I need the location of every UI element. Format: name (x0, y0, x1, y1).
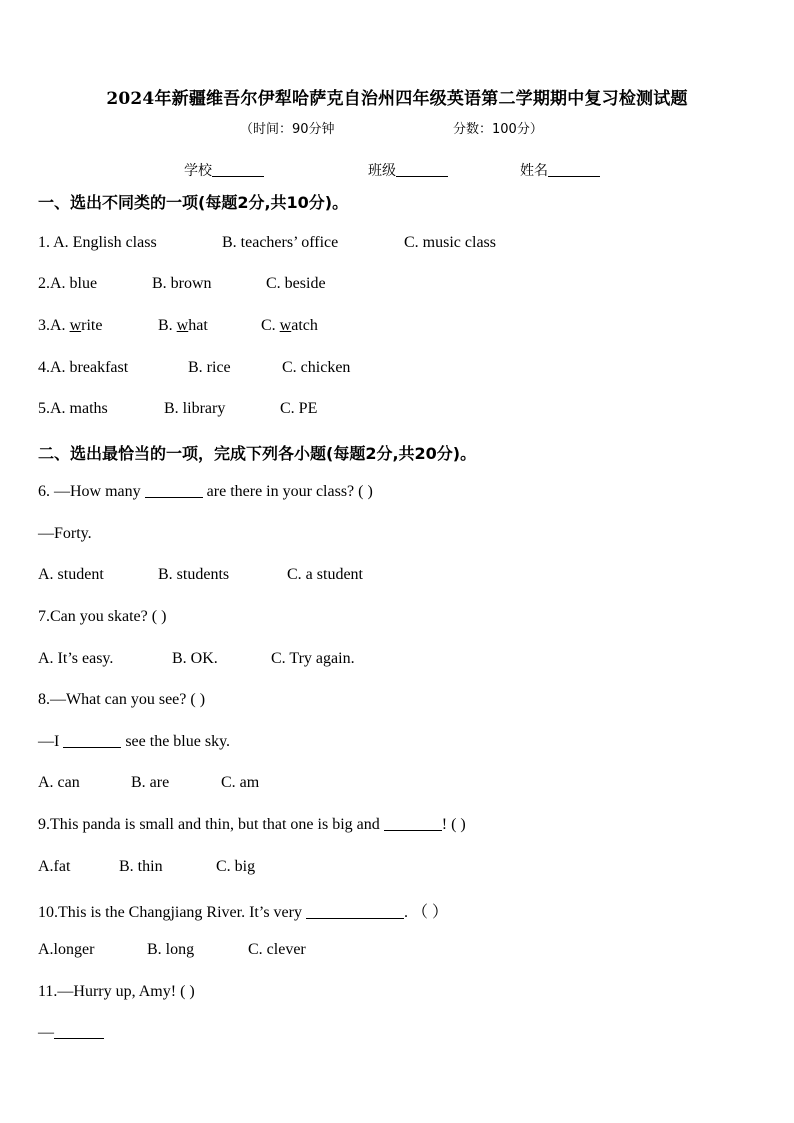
q6-question (38, 483, 373, 501)
class-blank[interactable] (396, 162, 448, 177)
q4-option-c: C. chicken (282, 359, 351, 376)
q3-option-c (261, 317, 318, 335)
q4-option-b: B. rice (188, 359, 231, 376)
q7-option-a: A. It’s easy. (38, 650, 114, 667)
q5-option-c: C. PE (280, 400, 318, 417)
q7-option-b: B. OK. (172, 650, 218, 667)
q3-a-underlined: w (69, 317, 82, 334)
score-info: 分数：100分） (453, 122, 543, 137)
q3-number: 3. (38, 317, 50, 334)
q1-a (38, 234, 157, 252)
q2-a (38, 275, 97, 293)
q2-number: 2. (38, 275, 50, 292)
q8-option-b: B. are (131, 774, 170, 791)
name-label: 姓名 (520, 163, 548, 179)
q9-option-a: A.fat (38, 858, 71, 875)
q10-blank[interactable] (306, 904, 404, 919)
q4-a (38, 359, 128, 377)
q3-c-prefix: C. (261, 317, 280, 334)
q6-option-a: A. student (38, 566, 104, 583)
q11-question: 11.—Hurry up, Amy! ( ) (38, 983, 195, 1000)
q10-text-post: . （ ） (403, 904, 448, 921)
q3-a-prefix: A. (50, 317, 70, 334)
q2-option-a: A. blue (50, 275, 98, 292)
q3-b-rest: hat (188, 317, 208, 334)
exam-title: 2024年新疆维吾尔伊犁哈萨克自治州四年级英语第二学期期中复习检测试题 (106, 89, 688, 109)
q10-question (38, 899, 448, 922)
name-blank[interactable] (548, 162, 600, 177)
q6-text-post: are there in your class? ( ) (202, 483, 373, 500)
q10-option-c: C. clever (248, 941, 306, 958)
class-field (368, 160, 448, 180)
q8-text-post: see the blue sky. (121, 733, 231, 750)
q1-option-b: B. teachers’ office (222, 234, 339, 251)
q3-b-prefix: B. (158, 317, 177, 334)
q10-option-a: A.longer (38, 941, 95, 958)
q7-option-c: C. Try again. (271, 650, 355, 667)
q6-option-b: B. students (158, 566, 230, 583)
q1-option-c: C. music class (404, 234, 496, 251)
q10-option-b: B. long (147, 941, 195, 958)
q1-number: 1. (38, 234, 54, 251)
school-field (184, 160, 264, 180)
q8-sentence (38, 733, 230, 751)
q9-blank[interactable] (384, 816, 442, 831)
q3-c-underlined: w (279, 317, 292, 334)
school-blank[interactable] (212, 162, 264, 177)
q3-b-underlined: w (176, 317, 189, 334)
q9-text-post: ! ( ) (441, 816, 466, 833)
q6-text-pre: 6. —How many (38, 483, 145, 500)
school-label: 学校 (184, 163, 212, 179)
q5-option-a: A. maths (50, 400, 108, 417)
time-info: （时间：90分钟 (240, 122, 335, 137)
section2-heading: 二、选出最恰当的一项，完成下列各小题(每题2分,共20分)。 (38, 444, 477, 463)
q10-text-pre: 10.This is the Changjiang River. It’s very (38, 904, 306, 921)
q9-text-pre: 9.This panda is small and thin, but that one is big and (38, 816, 384, 833)
q3-option-b (158, 317, 208, 335)
q6-answer: —Forty. (38, 525, 92, 542)
q1-option-a: A. English class (53, 234, 157, 251)
q11-answer (38, 1024, 104, 1042)
q5-number: 5. (38, 400, 50, 417)
q8-text-pre: —I (38, 733, 64, 750)
q11-dash: — (38, 1024, 54, 1041)
q4-number: 4. (38, 359, 50, 376)
class-label: 班级 (368, 163, 396, 179)
section1-heading: 一、选出不同类的一项(每题2分,共10分)。 (38, 193, 349, 212)
q8-option-c: C. am (221, 774, 260, 791)
q8-question: 8.—What can you see? ( ) (38, 691, 206, 708)
q8-option-a: A. can (38, 774, 80, 791)
q8-blank[interactable] (63, 733, 121, 748)
q9-option-b: B. thin (119, 858, 163, 875)
q4-option-a: A. breakfast (50, 359, 129, 376)
name-field (520, 160, 600, 180)
q9-option-c: C. big (216, 858, 256, 875)
q11-blank[interactable] (54, 1024, 104, 1039)
q5-a (38, 400, 108, 418)
q3-a (38, 317, 102, 335)
q2-option-c: C. beside (266, 275, 326, 292)
q3-c-rest: atch (291, 317, 318, 334)
q6-option-c: C. a student (287, 566, 363, 583)
q2-option-b: B. brown (152, 275, 212, 292)
q6-blank[interactable] (145, 483, 203, 498)
q3-a-rest: rite (81, 317, 103, 334)
q9-question (38, 816, 466, 834)
q7-question: 7.Can you skate? ( ) (38, 608, 167, 625)
q5-option-b: B. library (164, 400, 226, 417)
